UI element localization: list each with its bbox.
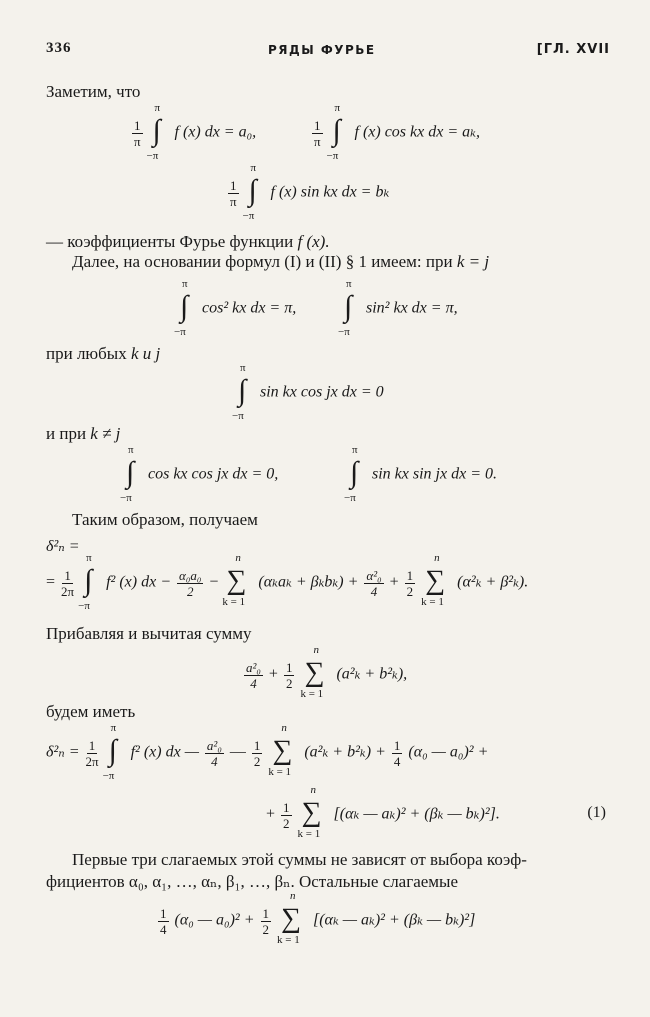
integral-sign: π ∫ −π <box>146 102 161 162</box>
paragraph-neq: и при k ≠ j <box>46 424 121 443</box>
sum-sign: n ∑ k = 1 <box>277 890 301 946</box>
integral-sign: π ∫ −π <box>344 444 359 504</box>
fraction-1-over-pi: $\frac{1}{\pi}$ <box>229 177 237 209</box>
paragraph-add-subtract: Прибавляя и вычитая сумму <box>46 624 252 643</box>
fraction-a0sq-over-4: $\frac{\text{α²₀}}{4}$ <box>366 567 382 599</box>
formula-text: cos² kx dx = π, <box>202 299 297 317</box>
fraction-1-over-2: $\frac{1}{2}$ <box>262 905 269 937</box>
paragraph-note: Заметим, что <box>46 82 141 101</box>
paragraph-first-three: Первые три слагаемых этой суммы не зависят от выбора коэф- <box>72 850 527 869</box>
formula-text: f (x) cos kx dx = aₖ, <box>354 123 480 141</box>
formula-sum-added: $\frac{\text{a²₀}}{4}$ + $\frac{1}{2}$ n ∑ k = 1 (a²ₖ + b²ₖ), <box>246 644 408 700</box>
integral-sign: π ∫ −π <box>338 278 353 338</box>
formula-text: sin kx cos jx dx = 0 <box>260 383 384 401</box>
formula-bk <box>226 162 390 222</box>
paragraph-further: Далее, на основании формул (I) и (II) § 1 имеем: при k = j <box>72 252 490 271</box>
fraction-1-over-2: $\frac{1}{2}$ <box>406 567 414 599</box>
fraction-1-over-2: $\frac{1}{2}$ <box>285 659 293 691</box>
paragraph-any: при любых k и j <box>46 344 161 363</box>
sum-sign: n ∑ k = 1 <box>421 552 446 608</box>
fraction-1-over-4: $\frac{1}{4}$ <box>393 737 401 769</box>
integral-sign: π ∫ −π <box>120 444 135 504</box>
fraction-1-over-4: $\frac{1}{4}$ <box>160 905 167 937</box>
integral-sign: π ∫ −π <box>242 162 257 222</box>
sum-sign: n ∑ k = 1 <box>297 784 322 840</box>
sum-sign: n ∑ k = 1 <box>222 552 247 608</box>
integral-sign: π ∫ −π <box>232 362 247 422</box>
delta-lhs: δ²ₙ = <box>46 538 80 555</box>
fraction-1-over-2pi: $\frac{1}{2\pi}$ <box>61 567 75 599</box>
fraction-1-over-2: $\frac{1}{2}$ <box>253 737 261 769</box>
fraction-a0a0-over-2: $\frac{\text{α₀a₀}}{2}$ <box>179 567 202 599</box>
formula-remaining-terms: $\frac{1}{4}$ (α₀ — a₀)² + $\frac{1}{2}$ n ∑ k = 1 [(αₖ — aₖ)² + (βₖ — bₖ)²] <box>160 890 476 946</box>
formula-coscos <box>120 444 279 504</box>
formula-text: f (x) dx = a₀, <box>174 123 257 141</box>
sum-sign: n ∑ k = 1 <box>268 722 293 778</box>
formula-sincos <box>232 362 384 422</box>
equation-number: (1) <box>587 804 606 821</box>
formula-a0 <box>130 102 257 162</box>
sum-sign: n ∑ k = 1 <box>300 644 325 700</box>
formula-text: sin² kx dx = π, <box>366 299 458 317</box>
fraction-1-over-2: $\frac{1}{2}$ <box>283 799 290 831</box>
paragraph-coef-list: фициентов α₀, α₁, …, αₙ, β₁, …, βₙ. Остальные слагаемые <box>46 872 459 891</box>
formula-result-line2: + $\frac{1}{2}$ n ∑ k = 1 [(αₖ — aₖ)² + (βₖ — bₖ)²]. <box>266 784 500 840</box>
paragraph-coefficients: — коэффициенты Фурье функции f (x). <box>46 232 330 251</box>
integral-sign: π ∫ −π <box>102 722 117 782</box>
formula-delta: = $\frac{1}{2\pi}$ π ∫ −π f² (x) dx − $\frac{\text{α₀a₀}}{2}$ − n ∑ k = 1 (αₖaₖ + βₖbₖ) + $\frac{\text{α²₀}}{4}$ + $\frac{1}{2}$ n ∑ k = 1 (α²ₖ + β²ₖ). <box>46 552 529 612</box>
paragraph-we-have: будем иметь <box>46 702 136 721</box>
fraction-1-over-pi: $\frac{1}{\pi}$ <box>133 117 141 149</box>
formula-ak <box>310 102 480 162</box>
fraction-1-over-2pi: $\frac{1}{2\pi}$ <box>85 737 99 769</box>
fraction-a0sq-over-4: $\frac{\text{a²₀}}{4}$ <box>246 659 261 691</box>
formula-sin2 <box>338 278 458 338</box>
running-title: РЯДЫ ФУРЬЕ <box>268 43 376 57</box>
page-number: 336 <box>46 40 72 56</box>
paragraph-thus: Таким образом, получаем <box>72 510 258 529</box>
formula-text: f (x) sin kx dx = bₖ <box>270 183 390 201</box>
integral-sign: π ∫ −π <box>174 278 189 338</box>
fraction-a0sq-over-4: $\frac{\text{a²₀}}{4}$ <box>206 737 222 769</box>
fraction-1-over-pi: $\frac{1}{\pi}$ <box>313 117 321 149</box>
formula-text: sin kx sin jx dx = 0. <box>372 465 497 483</box>
formula-result-line1: δ²ₙ = $\frac{1}{2\pi}$ π ∫ −π f² (x) dx — $\frac{\text{a²₀}}{4}$ — $\frac{1}{2}$ n ∑ k = 1 (a²ₖ + b²ₖ) + $\frac{1}{4}$ (α₀ — a₀)² + <box>46 722 489 782</box>
formula-cos2 <box>174 278 297 338</box>
integral-sign: π ∫ −π <box>78 552 93 612</box>
formula-sinsin <box>344 444 497 504</box>
integral-sign: π ∫ −π <box>326 102 341 162</box>
chapter-label: [ГЛ. XVII <box>536 42 610 57</box>
formula-text: cos kx cos jx dx = 0, <box>148 465 279 483</box>
